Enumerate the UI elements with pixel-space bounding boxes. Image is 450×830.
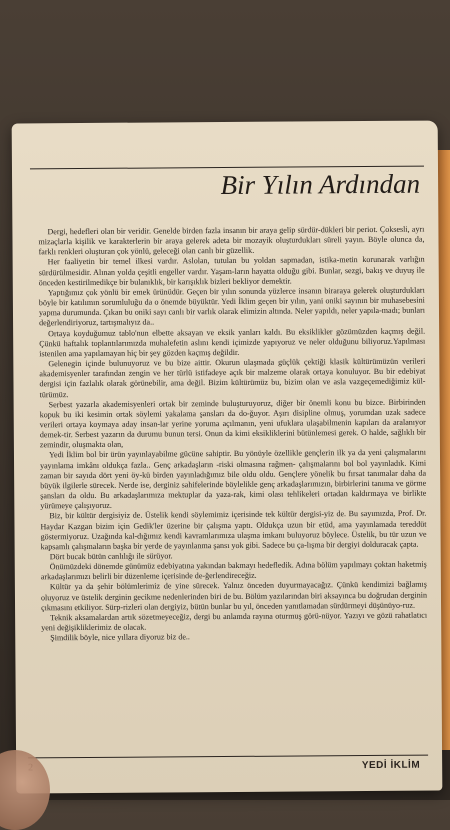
footer-rule [28, 755, 428, 759]
paragraph: Her faaliyetin bir temel ilkesi vardır. Aslolan, tutulan bu yoldan sapmadan, istika-metin korunarak varlığın sürdürülmesidir. Alınan yolda çeşitli engeller vardır. Yaşam-ların hayatta olduğu gibi. Bunlar, sezgi, bakış ve duyuş ile önceden kestirilmedikçe bir bulanıklık, bir karışıklık bizleri bekliyor demektir. [38, 255, 425, 288]
magazine-name: YEDİ İKLİM [361, 759, 421, 772]
paragraph: Gelenegin içinde bulunuyoruz ve bu bize aittir. Okurun ulaşmada güçlük çektiği klasik kültürümüzün verileri akademisyenler tarafından zengin ve her türlü istifadeye açık bir malzeme olarak ortaya konuluyor. Bu bir edebiyat dergisi için fazlalık olarak görünebilir, ama değil. Bizim kültürümüz bu, bizim olan ve asla vazgeçemediğimiz kül-türümüz. [39, 356, 426, 399]
paragraph: Şimdilik böyle, nice yıllara diyoruz biz de.. [50, 632, 190, 643]
paragraph: Ortaya koyduğumuz tablo'nun elbette aksayan ve eksik yanları kaldı. Bu eksiklikler gözümüzden kaçmış değil. Çünkü haftalık toplantılarımızda muhalefetin aslını kendi içimizde yapıyoruz ve neler olduğunu biliyoruz.Yapılması istenilen ama yapılamayan hiç bir şey gözden kaçmış değildir. [39, 326, 426, 359]
paragraph: Kültür ya da şehir bölümlerimiz de yine sürecek. Yalnız önceden duyurmayacağız. Çünkü kendimizi bağlamış oluyoruz ve üstelik derginin gecikme nedenlerinden biri de bu. Bölüm yazılarından biri aksayınca bu doğrudan derginin çıkmasını etkiliyor. Sürp-rizleri olan dergiyiz, bütün bunlar bu yıl, önceden yanıtlamadan sürdürmeyi düşünüyo-ruz. [40, 580, 427, 613]
paragraph: Yaptığımız çok yönlü bir emek ürünüdür. Geçen bir yılın sonunda yüzlerce insanın biraraya gelerek oluşturdukları böyle bir katılımın sorumluluğu da o önemde büyüktür. Yedi İklim geçen bir yılın, yani oniki sayının bir muhasebesini yapma durumunda. Çıkan bu oniki sayı canlı bir varlık olarak elimizin altında. Neler yapıldı, neler yapıla-madı; bunları değerlendiriyoruz, tartışmalıyız da.. [38, 285, 426, 328]
paragraph: Önümüzdeki dönemde günümüz edebiyatına yakından bakmayı hedefledik. Adına bölüm yapılmayı çoktan haketmiş arkadaşlarımızı belirli bir düzenleme içerisinde de-ğerlendireceğiz. [40, 559, 427, 582]
paragraph: Dergi, hedefleri olan bir veridir. Genelde birden fazla insanın bir araya gelip sürdür-dükleri bir periot. Çoksesli, ayrı mizaçlarla kişilik ve karakterlerin bir araya gelerek adeta bir mozayik oluşturdukları süreli yayın. Böyle olunca da, farklı renkleri oluşturan çok yönlü, geleceği olan canlı bir güzellik. [38, 224, 425, 257]
article-title: Bir Yılın Ardından [220, 168, 421, 201]
paragraph: Teknik aksamalardan artık sözetmeyeceğiz, dergi bu anlamda rayına oturmuş görü-nüyor. Yazıyı ve gözü rahatlatıcı yeni değişikliklerimiz de olacak. [41, 610, 428, 633]
magazine-page [12, 121, 443, 794]
paragraph: Biz, bir kültür dergisiyiz de. Üstelik kendi söylemimiz içerisinde tek kültür dergisi-yiz de. Bu sayımızda, Prof. Dr. Haydar Kazgan bizim için Gedik'ler üzerine bir çalışma yaptı. Oldukça uzun bir etüd, ama yayınlamada tereddüt göstermiyoruz. Uzağında kal-dığımız kendi kavramlarımıza ulaşma imkanı buluyoruz böylece. Üstelik, bu tür uzun ve kapsamlı çalışmaların başka bir yerde de yayınlanma şansı yok gibi. Sadece bu ça-lışma bir dergiyi dolduracak çapta. [40, 508, 427, 552]
paragraph: Dört bucak bütün canlılığı ile sürüyor. [49, 551, 173, 562]
paragraph: Yedi İklim bol bir ürün yayınlayabilme gücüne sahiptir. Bu yönüyle özellikle gençlerin ilk ya da yeni çalışmalarını yayınlama imkânı oldukça fazla.. Genç arkadaşların -riski olmasına rağmen- çalışmalarını bol bol yayınladık. Kimi zaman bir sayıda dört yeni öy-kü birden yayınladığımız bile oldu oldu. Gençlere yönelik bu fırsat tanımalar daha da büyük ilgilerle sürecek. Nerde ise, derginiz sahifelerinde böylelikle genç arkadaşlarımızın, birbirlerini tanıma ve görme şansları da oldu. Bu arkadaşlarımıza mektuplar da yaza-rak, kimi olası tehlikeleri ortadan kaldırmaya ve birlikte yürümeye çalışıyoruz. [40, 448, 427, 511]
article-body [38, 225, 427, 644]
paragraph: Serbest yazarla akademisyenleri ortak bir zeminde buluşturuyoruz, diğer bir önemli konu bu bizce. Birbirinden kopuk bu iki kesimin ortak söylemi yakalama şansları da do-ğuyor. Aşırı disipline olmuş, yorumdan uzak sadece verileri ortaya koymaya aday insan-lar yerine yoruma açılmanın, yeni ufuklara ulaşabilmenin kapıları da aralanıyor demek-tir. Serbest yazarın da durumu bunun tersi. Onun da kimi eksikliklerini bütünlemesi gerek. O halde, sağlıklı bir zemindir, oluşmakta olan, [39, 397, 426, 450]
